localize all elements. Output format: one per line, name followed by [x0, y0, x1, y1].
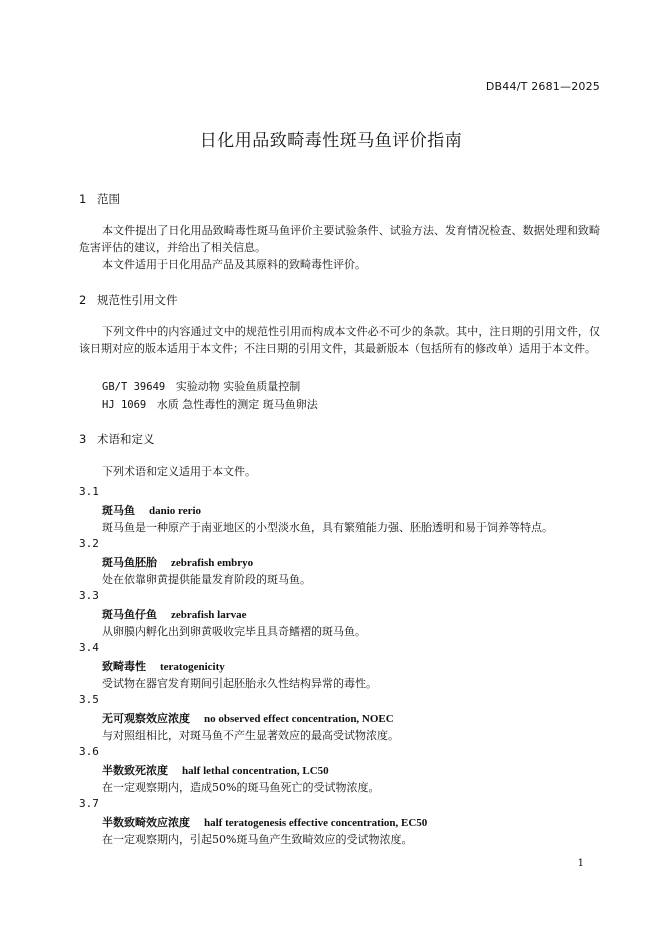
term-number: 3.7 [79, 797, 99, 810]
page-number: 1 [577, 858, 584, 869]
section-1-number: 1 [79, 192, 87, 206]
term-definition: 斑马鱼是一种原产于南亚地区的小型淡水鱼，具有繁殖能力强、胚胎透明和易于饲养等特点。 [102, 521, 553, 534]
term-name-zh: 无可观察效应浓度 [102, 712, 190, 725]
term-number: 3.5 [79, 693, 99, 706]
reference-item [102, 396, 318, 412]
section-3-title: 术语和定义 [97, 432, 155, 446]
term-definition: 处在依靠卵黄提供能量发育阶段的斑马鱼。 [102, 573, 311, 586]
term-name [102, 606, 246, 622]
term-name [102, 658, 225, 674]
section-2-heading [79, 292, 178, 308]
term-name-zh: 半数致死浓度 [102, 764, 168, 777]
term-name-en: teratogenicity [160, 661, 225, 673]
term-name [102, 762, 329, 778]
reference-code: GB/T 39649 [102, 381, 166, 393]
section-3-intro: 下列术语和定义适用于本文件。 [102, 465, 256, 478]
term-name-en: zebrafish larvae [171, 609, 247, 621]
reference-title: 水质 急性毒性的测定 斑马鱼卵法 [156, 398, 318, 411]
document-title: 日化用品致畸毒性斑马鱼评价指南 [199, 131, 463, 151]
term-number: 3.3 [79, 589, 99, 602]
term-definition: 从卵膜内孵化出到卵黄吸收完毕且具奇鳍褶的斑马鱼。 [102, 625, 366, 638]
section-2-number: 2 [79, 293, 87, 307]
term-name [102, 814, 427, 830]
reference-code: HJ 1069 [102, 399, 147, 411]
term-definition: 受试物在器官发育期间引起胚胎永久性结构异常的毒性。 [102, 677, 377, 690]
section-1-title: 范围 [97, 192, 120, 206]
term-name-zh: 半数致畸效应浓度 [102, 816, 190, 829]
term-definition: 在一定观察期内，造成50%的斑马鱼死亡的受试物浓度。 [102, 781, 380, 794]
term-number: 3.2 [79, 537, 99, 550]
term-name-en: zebrafish embryo [171, 557, 254, 569]
section-1-paragraph-1: 本文件提出了日化用品致畸毒性斑马鱼评价主要试验条件、试验方法、发育情况检查、数据处理和致畸危害评估的建议，并给出了相关信息。 [79, 224, 600, 254]
term-number: 3.6 [79, 745, 99, 758]
section-3-heading [79, 431, 155, 447]
standard-number: DB44/T 2681—2025 [485, 80, 600, 93]
term-name-en: half teratogenesis effective concentration, EC50 [204, 817, 428, 829]
section-2-title: 规范性引用文件 [97, 293, 178, 307]
term-name-en: danio rerio [149, 505, 202, 517]
section-1-paragraph-2: 本文件适用于日化用品产品及其原料的致畸毒性评价。 [102, 258, 366, 271]
term-name [102, 502, 201, 518]
term-number: 3.1 [79, 485, 99, 498]
term-name-en: no observed effect concentration, NOEC [204, 713, 394, 725]
reference-title: 实验动物 实验鱼质量控制 [175, 380, 301, 393]
term-definition: 与对照组相比，对斑马鱼不产生显著效应的最高受试物浓度。 [102, 729, 399, 742]
term-name-zh: 斑马鱼 [102, 504, 135, 517]
section-2-intro: 下列文件中的内容通过文中的规范性引用而构成本文件必不可少的条款。其中，注日期的引用文件，仅该日期对应的版本适用于本文件；不注日期的引用文件，其最新版本（包括所有的修改单）适用于本文件。 [79, 325, 600, 355]
term-definition: 在一定观察期内，引起50%斑马鱼产生致畸效应的受试物浓度。 [102, 833, 413, 846]
term-name-en: half lethal concentration, LC50 [182, 765, 329, 777]
term-name-zh: 斑马鱼胚胎 [102, 556, 157, 569]
section-1-heading [79, 191, 120, 207]
term-name [102, 554, 253, 570]
reference-item [102, 378, 300, 394]
term-name-zh: 致畸毒性 [102, 660, 146, 673]
section-3-number: 3 [79, 432, 87, 446]
term-name-zh: 斑马鱼仔鱼 [102, 608, 157, 621]
term-number: 3.4 [79, 641, 99, 654]
term-name [102, 710, 394, 726]
